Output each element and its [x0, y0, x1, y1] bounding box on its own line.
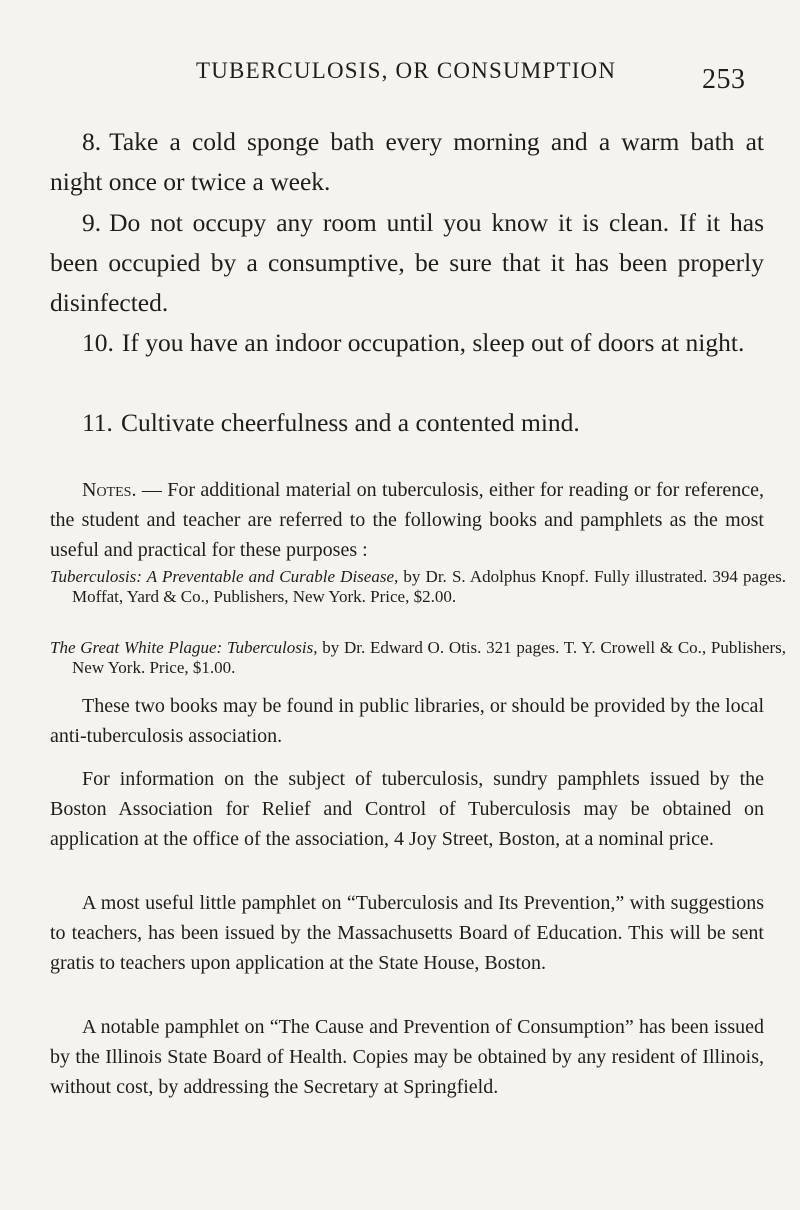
paragraph-illinois-pamphlet: A notable pamphlet on “The Cause and Prevention of Consumption” has been issued by the Illinois State Board of Health. Copies may be obtained by any resident of Illinois, without cost, by addressing the Secretary at Springfield.: [50, 1016, 764, 1098]
reference-details: by Dr. S. Adolphus Knopf. Fully illustrated. 394 pages. Moffat, Yard & Co., Publishers, New York. Price, $2.00.: [72, 567, 786, 606]
rule-text: Do not occupy any room until you know it is clean. If it has been occupied by a consumptive, be sure that it has been properly disinfected.: [50, 208, 764, 317]
paragraph-books: These two books may be found in public libraries, or should be provided by the local anti-tuberculosis association.: [50, 695, 764, 747]
rule-number: 10.: [82, 328, 114, 357]
notes-label: Notes.: [82, 479, 137, 501]
rule-number: 9.: [82, 208, 102, 237]
reference-title: The Great White Plague: Tuberculosis,: [50, 638, 318, 657]
rule-text: Cultivate cheerfulness and a contented mind.: [120, 408, 580, 437]
notes-paragraph: [50, 475, 764, 565]
paragraph-massachusetts-pamphlet: A most useful little pamphlet on “Tuberculosis and Its Prevention,” with suggestions to teachers, has been issued by the Massachusetts Board of Education. This will be sent gratis to teachers upon application at the State House, Boston.: [50, 892, 764, 974]
reference-otis: [50, 638, 786, 678]
rule-number: 8.: [82, 127, 102, 156]
notes-dash: —: [136, 479, 168, 501]
rule-text: Take a cold sponge bath every morning and a warm bath at night once or twice a week.: [50, 127, 764, 196]
reference-knopf: [50, 567, 786, 607]
rule-8: [50, 122, 764, 202]
running-title: TUBERCULOSIS, OR CONSUMPTION: [196, 58, 617, 83]
reference-details: by Dr. Edward O. Otis. 321 pages. T. Y. Crowell & Co., Publishers, New York. Price, $1.00.: [72, 638, 786, 677]
rule-11: [50, 403, 764, 443]
notes-text: For additional material on tuberculosis, either for reading or for reference, the student and teacher are referred to the following books and pamphlets as the most useful and practical for these purposes :: [50, 479, 764, 561]
rule-9: [50, 203, 764, 323]
reference-title: Tuberculosis: A Preventable and Curable Disease,: [50, 567, 399, 586]
rule-10: [50, 323, 764, 363]
paragraph-boston-association: For information on the subject of tuberculosis, sundry pamphlets issued by the Boston Association for Relief and Control of Tuberculosis may be obtained on application at the office of the association, 4 Joy Street, Boston, at a nominal price.: [50, 768, 764, 850]
rule-number: 11.: [82, 408, 113, 437]
page-number: 253: [702, 64, 746, 95]
rule-text: If you have an indoor occupation, sleep out of doors at night.: [121, 328, 745, 357]
